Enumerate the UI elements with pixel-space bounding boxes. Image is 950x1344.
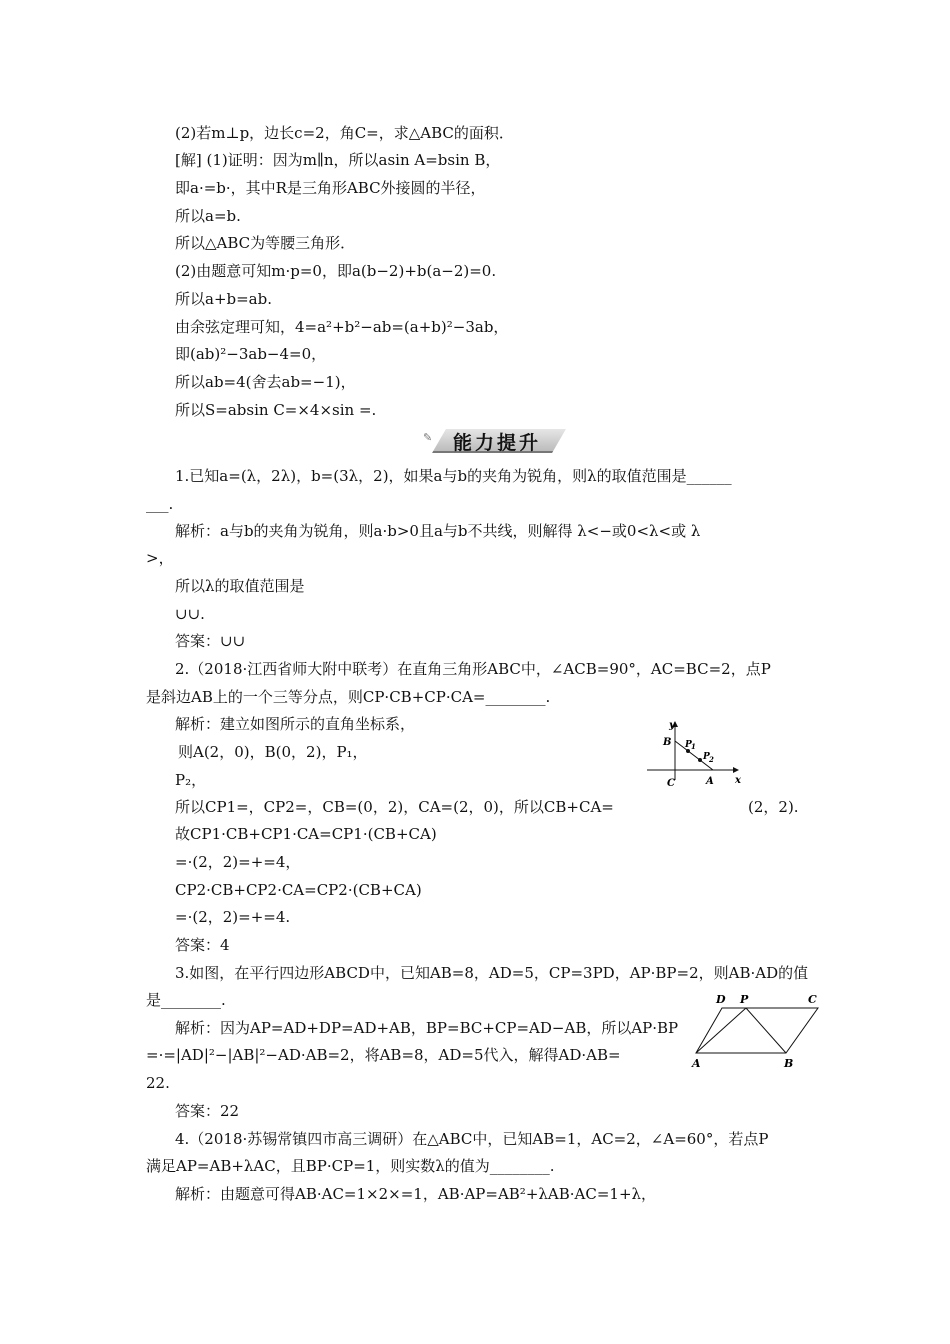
text-line: 是________. <box>146 991 226 1009</box>
text-line: 答案：22 <box>175 1102 240 1120</box>
text-line: >， <box>146 549 174 567</box>
parallelogram-figure <box>686 990 826 1070</box>
label-A: A <box>692 1057 701 1070</box>
text-line: (2，2). <box>748 798 799 816</box>
text-line: P₂， <box>175 771 207 789</box>
text-line: =·(2，2)=+=4. <box>175 908 291 926</box>
pen-icon: ✎ <box>423 431 433 444</box>
text-line: 22. <box>146 1074 170 1092</box>
text-line: ∪∪. <box>175 605 205 623</box>
label-C: C <box>808 993 817 1006</box>
text-line: 解析：因为AP=AD+DP=AD+AB，BP=BC+CP=AD−AB，所以AP·BP <box>175 1019 679 1037</box>
text-line: (2)由题意可知m·p=0，即a(b−2)+b(a−2)=0. <box>175 262 497 280</box>
section-banner <box>425 425 565 455</box>
text-line: 所以△ABC为等腰三角形． <box>175 234 356 252</box>
label-B: B <box>784 1057 794 1070</box>
text-line: 1.已知a=(λ，2λ)，b=(3λ，2)，如果a与b的夹角为锐角，则λ的取值范围是______ <box>175 467 732 485</box>
label-A: A <box>706 776 714 787</box>
label-P1-sub: 1 <box>691 742 696 751</box>
text-line: 解析：建立如图所示的直角坐标系， <box>175 715 416 733</box>
text-line: 4.（2018·苏锡常镇四市高三调研）在△ABC中，已知AB=1，AC=2，∠A=60°，若点P <box>175 1130 769 1148</box>
label-P1: P <box>685 740 692 750</box>
text-line: 所以CP1=，CP2=，CB=(0，2)，CA=(2，0)，所以CB+CA= <box>175 798 614 816</box>
text-line: 故CP1·CB+CP1·CA=CP1·(CB+CA) <box>175 825 437 843</box>
text-line: 所以a=b. <box>175 207 241 225</box>
text-line: 所以ab=4(舍去ab=−1)， <box>175 373 356 391</box>
label-P2: P <box>703 752 710 762</box>
text-line: =·(2，2)=+=4， <box>175 853 301 871</box>
label-P2-sub: 2 <box>709 755 714 764</box>
text-line: [解] (1)证明：因为m∥n，所以asin A=bsin B， <box>175 151 501 169</box>
text-line: 由余弦定理可知，4=a²+b²−ab=(a+b)²−3ab， <box>175 318 509 336</box>
text-line: 所以S=absin C=×4×sin =. <box>175 401 377 419</box>
label-C: C <box>667 778 675 789</box>
text-line: 解析：a与b的夹角为锐角，则a·b>0且a与b不共线，则解得 λ<−或0<λ<或 λ <box>175 522 701 540</box>
text-line: 即a·=b·，其中R是三角形ABC外接圆的半径， <box>175 179 486 197</box>
label-y: y <box>669 720 675 731</box>
label-B: B <box>663 737 672 748</box>
text-line: 是斜边AB上的一个三等分点，则CP·CB+CP·CA=________. <box>146 688 551 706</box>
label-x: x <box>735 775 741 786</box>
text-line: 解析：由题意可得AB·AC=1×2×=1，AB·AP=AB²+λAB·AC=1+λ， <box>175 1185 657 1203</box>
text-line: 所以λ的取值范围是 <box>175 577 305 595</box>
text-line: 3.如图，在平行四边形ABCD中，已知AB=8，AD=5，CP=3PD，AP·BP=2，则AB·AD的值 <box>175 964 809 982</box>
text-line: =·=|AD|²−|AB|²−AD·AB=2，将AB=8，AD=5代入，解得AD·AB= <box>146 1046 621 1064</box>
label-P: P <box>740 993 749 1006</box>
text-line: (2)若m⊥p，边长c=2，角C=，求△ABC的面积． <box>175 124 514 142</box>
text-line: 答案：∪∪ <box>175 632 246 650</box>
coordinate-figure <box>645 718 745 798</box>
text-line: 满足AP=AB+λAC，且BP·CP=1，则实数λ的值为________. <box>146 1157 555 1175</box>
text-line: CP2·CB+CP2·CA=CP2·(CB+CA) <box>175 881 422 899</box>
text-line: 2.（2018·江西省师大附中联考）在直角三角形ABC中，∠ACB=90°，AC=BC=2，点P <box>175 660 771 678</box>
text-line: 即(ab)²−3ab−4=0， <box>175 345 327 363</box>
text-line: ___. <box>146 495 174 513</box>
text-line: 答案：4 <box>175 936 230 954</box>
section-title: 能力提升 <box>453 432 542 454</box>
text-line: 则A(2，0)，B(0，2)，P₁， <box>178 743 368 761</box>
label-D: D <box>716 993 726 1006</box>
text-line: 所以a+b=ab. <box>175 290 272 308</box>
